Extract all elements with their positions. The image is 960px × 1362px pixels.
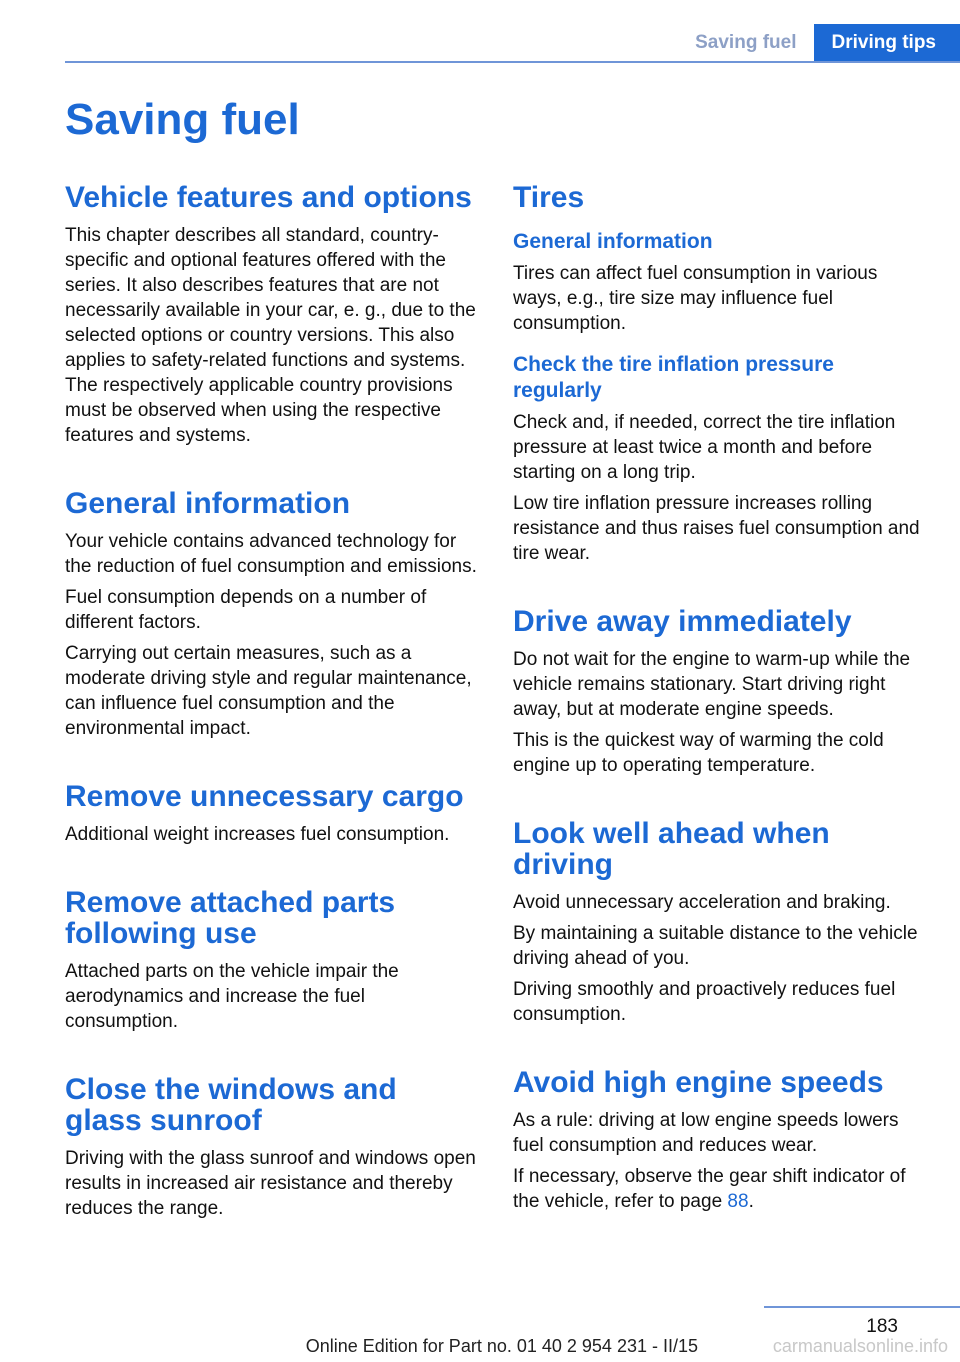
section-heading: Vehicle features and options [65,181,472,214]
right-column [513,182,928,1220]
section-vehicle-features [65,182,480,448]
paragraph: This is the quickest way of warming the cold engine up to operating temperature. [513,730,884,776]
header-tabs [677,24,960,62]
section-close-windows [65,1074,480,1221]
paragraph-text: If necessary, observe the gear shift indicator of the vehicle, refer to page [513,1166,906,1212]
paragraph: Tires can affect fuel consumption in various ways, e.g., tire size may influence fuel consumption. [513,263,878,334]
section-heading: General information [65,487,351,520]
page-number: 183 [866,1316,898,1337]
paragraph: Fuel consumption depends on a number of different factors. [65,587,427,633]
paragraph: Carrying out certain measures, such as a moderate driving style and regular maintenance, can influence fuel consumption and the environmental impact. [65,643,472,739]
section-general-information [65,488,480,741]
section-heading: Tires [513,181,585,214]
footer-divider [764,1306,960,1308]
chapter-tab[interactable]: Driving tips [814,24,960,62]
paragraph: Driving smoothly and proactively reduces fuel consumption. [513,979,896,1025]
section-heading: Remove attached parts following use [65,886,396,950]
section-heading: Drive away immediately [513,605,852,638]
section-heading: Avoid high engine speeds [513,1066,884,1099]
paragraph: Do not wait for the engine to warm-up while the vehicle remains stationary. Start driving right away, but at moderate engine speeds. [513,649,911,720]
paragraph: Your vehicle contains advanced technology for the reduction of fuel consumption and emissions. [65,531,477,577]
section-heading: Remove unnecessary cargo [65,780,464,813]
paragraph: Additional weight increases fuel consumption. [65,824,450,845]
header-divider [65,61,960,63]
paragraph: As a rule: driving at low engine speeds lowers fuel consumption and reduces wear. [513,1110,899,1156]
paragraph: By maintaining a suitable distance to the vehicle driving ahead of you. [513,923,918,969]
paragraph-text: . [748,1191,754,1212]
left-column [65,182,480,1227]
subsection-heading: General information [513,230,713,253]
page-reference-link[interactable]: 88 [727,1191,749,1212]
section-tires [513,182,928,566]
section-remove-attached-parts [65,887,480,1034]
page-title: Saving fuel [65,95,300,144]
paragraph: This chapter describes all standard, country-specific and optional features offered with the series. It also describes features that are not necessarily available in your car, e. g., due to the selected options or country versions. This also applies to safety-related functions and systems. The respectively applicable country provisions must be observed when using the respective features and systems. [65,225,476,446]
section-remove-cargo [65,781,480,847]
watermark: carmanualsonline.info [772,1336,948,1356]
subsection-heading: Check the tire inflation pressure regularly [513,353,834,402]
section-avoid-high-speeds [513,1067,928,1214]
paragraph [513,1164,928,1214]
paragraph: Attached parts on the vehicle impair the aerodynamics and increase the fuel consumption. [65,961,399,1032]
paragraph: Avoid unnecessary acceleration and braking. [513,892,891,913]
paragraph: Check and, if needed, correct the tire inflation pressure at least twice a month and before starting on a long trip. [513,412,896,483]
section-heading: Look well ahead when driving [513,817,830,881]
section-heading: Close the windows and glass sunroof [65,1073,397,1137]
paragraph: Low tire inflation pressure increases rolling resistance and thus raises fuel consumption and tire wear. [513,493,920,564]
footer-edition: Online Edition for Part no. 01 40 2 954 231 - II/15 [305,1336,698,1356]
section-look-ahead [513,818,928,1027]
paragraph: Driving with the glass sunroof and windows open results in increased air resistance and thereby reduces the range. [65,1148,476,1219]
section-tab[interactable]: Saving fuel [695,32,797,53]
section-drive-away [513,606,928,778]
